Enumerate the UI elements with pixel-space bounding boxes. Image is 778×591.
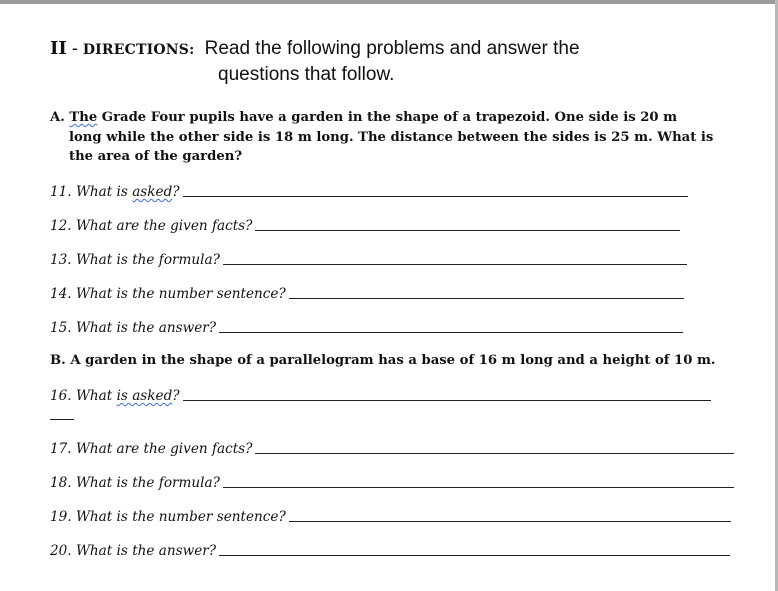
problem-a-line-2: long while the other side is 18 m long. The distance between the sides is 25 m. What is	[69, 129, 714, 145]
question-11-mark: ?	[172, 184, 180, 200]
question-14	[50, 280, 684, 302]
question-18	[50, 469, 734, 491]
section-number: II	[50, 38, 67, 59]
question-12	[50, 212, 680, 234]
directions-colon: :	[189, 42, 195, 58]
question-16-flagged-word: is asked	[116, 388, 173, 404]
problem-a-letter: A.	[50, 110, 65, 125]
answer-line-20[interactable]	[219, 554, 730, 556]
directions-line-1	[50, 38, 580, 60]
problem-b: B. A garden in the shape of a parallelogram has a base of 16 m long and a height of 10 m.	[50, 353, 716, 368]
answer-line-12[interactable]	[255, 229, 680, 231]
answer-line-16-continued[interactable]	[50, 419, 74, 420]
question-12-label: 12. What are the given facts?	[50, 218, 253, 234]
question-11-label: 11. What is	[50, 184, 133, 200]
question-18-label: 18. What is the formula?	[50, 475, 220, 491]
problem-a-word-the: The	[69, 110, 98, 125]
answer-line-15[interactable]	[219, 331, 683, 333]
problem-a	[50, 108, 740, 167]
heading-dash: -	[66, 38, 83, 58]
answer-line-13[interactable]	[223, 263, 687, 265]
question-17-label: 17. What are the given facts?	[50, 441, 253, 457]
question-11	[50, 178, 688, 200]
answer-line-19[interactable]	[289, 520, 731, 522]
question-20-label: 20. What is the answer?	[50, 543, 217, 559]
answer-line-14[interactable]	[289, 297, 684, 299]
question-16-mark: ?	[172, 388, 180, 404]
answer-line-16[interactable]	[183, 399, 711, 401]
problem-a-line-1	[50, 108, 740, 128]
problem-a-line-3: the area of the garden?	[69, 149, 243, 164]
question-14-label: 14. What is the number sentence?	[50, 286, 286, 302]
question-16-label: 16. What	[50, 388, 117, 404]
question-11-flagged-word: asked	[132, 184, 173, 200]
window-top-border	[0, 0, 778, 4]
question-17	[50, 435, 734, 457]
question-13-label: 13. What is the formula?	[50, 252, 220, 268]
answer-line-11[interactable]	[183, 195, 688, 197]
question-20	[50, 537, 730, 559]
question-16	[50, 382, 711, 404]
question-13	[50, 246, 687, 268]
directions-text-1: Read the following problems and answer the	[204, 38, 580, 59]
problem-a-line-1-text: Grade Four pupils have a garden in the shape of a trapezoid. One side is 20 m	[97, 110, 678, 125]
question-19-label: 19. What is the number sentence?	[50, 509, 286, 525]
question-15-label: 15. What is the answer?	[50, 320, 217, 336]
question-15	[50, 314, 683, 336]
directions-label: DIRECTIONS	[82, 42, 190, 58]
answer-line-18[interactable]	[223, 486, 734, 488]
answer-line-17[interactable]	[255, 452, 734, 454]
directions-text-2: questions that follow.	[218, 64, 395, 85]
question-19	[50, 503, 731, 525]
